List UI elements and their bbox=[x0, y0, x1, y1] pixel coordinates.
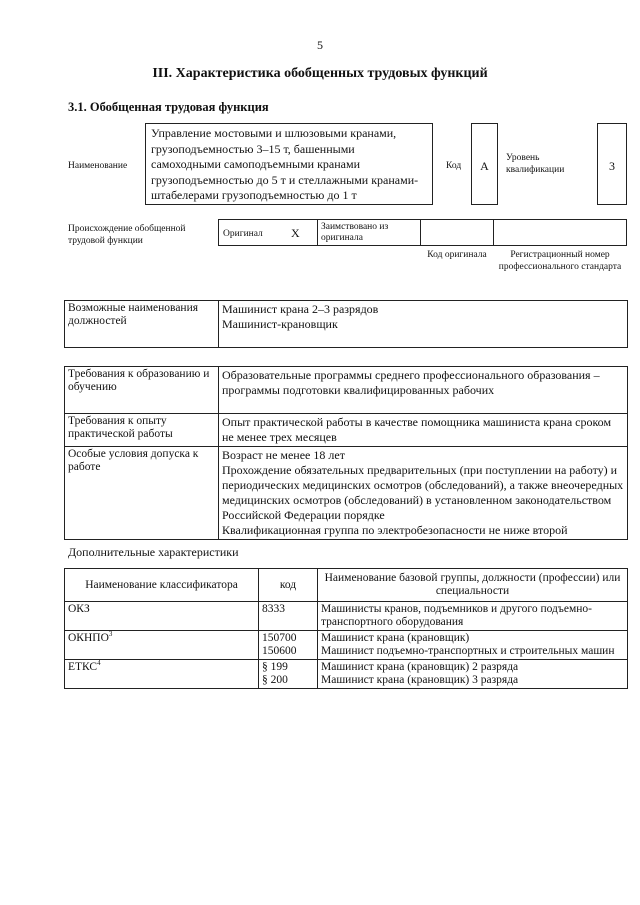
position-item: Машинист-крановщик bbox=[222, 317, 338, 331]
classifier-table bbox=[64, 568, 628, 689]
name-label: Наименование bbox=[68, 161, 128, 171]
requirement-label: Требования к опыту практической работы bbox=[65, 414, 219, 447]
requirement-label: Особые условия допуска к работе bbox=[65, 447, 219, 540]
classifier-titles: Машинист крана (крановщик) Машинист подъемно-транспортных и строительных машин bbox=[318, 631, 628, 660]
subsection-title: 3.1. Обобщенная трудовая функция bbox=[68, 100, 269, 114]
requirement-line: Прохождение обязательных предварительных (при поступлении на работу) и периодических медицинских осмотров (обследований), а также внеочередных медицинских осмотров (обследований) в установленном законодательством Российской Федерации порядке bbox=[222, 463, 624, 522]
original-mark: X bbox=[291, 226, 300, 240]
requirement-label: Требования к образованию и обучению bbox=[65, 367, 219, 414]
positions-values bbox=[219, 301, 628, 348]
classifier-codes: § 199 § 200 bbox=[259, 660, 318, 689]
footnote-mark: 4 bbox=[97, 659, 101, 668]
requirement-value: Образовательные программы среднего профессионального образования – программы подготовки квалифицированных рабочих bbox=[219, 367, 628, 414]
level-value: 3 bbox=[609, 159, 615, 173]
requirement-row bbox=[65, 414, 628, 447]
classifier-codes: 150700 150600 bbox=[259, 631, 318, 660]
original-label: Оригинал bbox=[223, 229, 263, 239]
positions-table bbox=[64, 300, 628, 348]
level-label: Уровень квалификации bbox=[506, 153, 565, 175]
classifier-header-row bbox=[65, 569, 628, 602]
requirement-line: Квалификационная группа по электробезопасности не ниже второй bbox=[222, 523, 568, 537]
classifier-titles: Машинист крана (крановщик) 2 разряда Машинист крана (крановщик) 3 разряда bbox=[318, 660, 628, 689]
classifier-name: ОКЗ bbox=[65, 602, 259, 631]
borrowed-cell bbox=[317, 219, 421, 246]
code-original-caption: Код оригинала bbox=[427, 250, 487, 260]
header-classifier: Наименование классификатора bbox=[65, 569, 259, 602]
classifier-name: ОКНПО$^3$ bbox=[65, 631, 259, 660]
function-name-box bbox=[145, 123, 433, 205]
classifier-codes: 8333 bbox=[259, 602, 318, 631]
additional-title: Дополнительные характеристики bbox=[68, 545, 239, 559]
reg-number-cell bbox=[493, 219, 627, 246]
classifier-name: ЕТКС$^4$ bbox=[65, 660, 259, 689]
original-cell bbox=[218, 219, 318, 246]
classifier-row bbox=[65, 631, 628, 660]
header-code: код bbox=[259, 569, 318, 602]
footnote-mark: 3 bbox=[108, 630, 113, 639]
code-label: Код bbox=[446, 161, 462, 171]
requirement-value: Опыт практической работы в качестве помощника машиниста крана сроком не менее трех месяцев bbox=[219, 414, 628, 447]
requirement-row bbox=[65, 447, 628, 540]
classifier-row bbox=[65, 660, 628, 689]
position-item: Машинист крана 2–3 разрядов bbox=[222, 302, 379, 316]
function-name-text: Управление мостовыми и шлюзовыми кранами, грузоподъемностью 3–15 т, башенными самоходными самоподъемными кранами грузоподъемностью до 5 т и стеллажными кранами-штабелерами грузоподъемностью до 1 т bbox=[151, 126, 419, 202]
classifier-row bbox=[65, 602, 628, 631]
requirement-value bbox=[219, 447, 628, 540]
code-value: A bbox=[480, 159, 489, 173]
positions-label: Возможные наименования должностей bbox=[65, 301, 219, 348]
classifier-titles: Машинисты кранов, подъемников и другого подъемно-транспортного оборудования bbox=[318, 602, 628, 631]
reg-number-caption: Регистрационный номер профессионального стандарта bbox=[498, 250, 622, 272]
level-value-box bbox=[597, 123, 627, 205]
section-title: III. Характеристика обобщенных трудовых функций bbox=[152, 66, 488, 81]
borrowed-label: Заимствовано из оригинала bbox=[321, 222, 389, 243]
requirements-table bbox=[64, 366, 628, 540]
requirement-row bbox=[65, 367, 628, 414]
origin-label: Происхождение обобщенной трудовой функции bbox=[68, 224, 186, 246]
requirement-line: Возраст не менее 18 лет bbox=[222, 448, 345, 462]
positions-row bbox=[65, 301, 628, 348]
page-number: 5 bbox=[317, 38, 323, 52]
code-original-cell bbox=[420, 219, 494, 246]
header-title: Наименование базовой группы, должности (профессии) или специальности bbox=[318, 569, 628, 602]
code-value-box bbox=[471, 123, 498, 205]
